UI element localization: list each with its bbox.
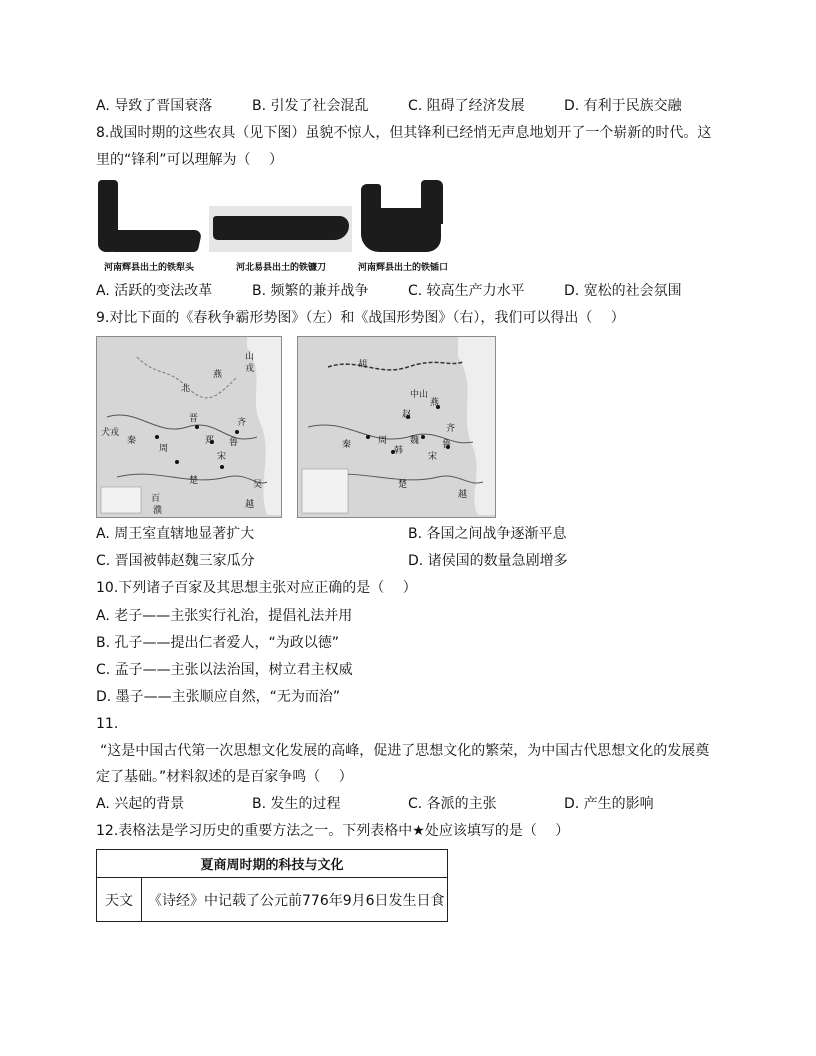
left-map-label: 郑 [205,436,215,446]
left-map-label: 秦 [127,436,137,446]
q8-option-d[interactable]: D. 宽松的社会氛围 [564,283,682,299]
left-map-label: 濮 [153,506,163,516]
q10-option-c[interactable]: C. 孟子——主张以法治国，树立君主权威 [96,662,353,678]
spring-autumn-map [96,336,282,518]
q10-option-d[interactable]: D. 墨子——主张顺应自然，“无为而治” [96,689,341,705]
right-map-label: 鲁 [442,440,452,450]
table-row-label: 天文 [97,878,142,922]
q8-stem-line1: 8.战国时期的这些农具（见下图）虽貌不惊人，但其锋利已经悄无声息地划开了一个崭新的时代。这 [96,125,712,141]
q7-option-b[interactable]: B. 引发了社会混乱 [252,98,369,114]
right-map-label: 齐 [446,424,456,434]
right-map-label: 秦 [342,440,352,450]
q9-option-d[interactable]: D. 诸侯国的数量急剧增多 [408,553,568,569]
q12-table [96,849,448,922]
q11-stem-line2: 定了基础。”材料叙述的是百家争鸣（ ） [96,769,353,785]
left-map-label: 楚 [189,476,199,486]
q9-option-a[interactable]: A. 周王室直辖地显著扩大 [96,526,255,542]
q8-option-c[interactable]: C. 较高生产力水平 [408,283,525,299]
warring-states-map [297,336,496,518]
left-map-label: 吴 [253,480,263,490]
q11-stem-line1: “这是中国古代第一次思想文化发展的高峰，促进了思想文化的繁荣，为中国古代思想文化的发展奠 [100,743,710,759]
q8-stem-line2: 里的“锋利”可以理解为（ ） [96,152,283,168]
right-map-label: 楚 [398,480,408,490]
iron-plough-image-base [100,230,203,252]
left-map-label: 晋 [189,414,199,424]
left-map-label: 戎 [245,364,255,374]
q9-option-c[interactable]: C. 晋国被韩赵魏三家瓜分 [96,553,255,569]
q10-option-b[interactable]: B. 孔子——提出仁者爱人，“为政以德” [96,635,340,651]
right-map-label: 韩 [394,446,404,456]
right-map-label: 胡 [358,360,368,370]
left-map-label: 越 [245,500,255,510]
caption-spade: 河南辉县出土的铁锸口 [358,263,449,273]
left-map-label: 周 [159,444,169,454]
caption-plough: 河南辉县出土的铁犁头 [104,263,195,273]
right-map-label: 赵 [402,410,412,420]
q11-option-c[interactable]: C. 各派的主张 [408,796,497,812]
table-row-text: 《诗经》中记载了公元前776年9月6日发生日食 [142,878,448,922]
left-map-label: 犬戎 [101,428,120,438]
q8-option-a[interactable]: A. 活跃的变法改革 [96,283,213,299]
right-map-label: 中山 [410,390,429,400]
right-map-label: 燕 [430,398,440,408]
q7-option-a[interactable]: A. 导致了晋国衰落 [96,98,213,114]
q10-option-a[interactable]: A. 老子——主张实行礼治，提倡礼法并用 [96,608,353,624]
q11-option-b[interactable]: B. 发生的过程 [252,796,341,812]
q9-stem: 9.对比下面的《春秋争霸形势图》（左）和《战国形势图》（右），我们可以得出（ ） [96,310,625,326]
right-map-label: 魏 [410,436,420,446]
right-map-label: 周 [378,436,388,446]
iron-sickle-image [209,206,352,252]
q11-number: 11. [96,716,119,732]
q7-option-d[interactable]: D. 有利于民族交融 [564,98,682,114]
q11-option-d[interactable]: D. 产生的影响 [564,796,654,812]
left-map-label: 北 [181,384,191,394]
q8-option-b[interactable]: B. 频繁的兼并战争 [252,283,369,299]
q10-stem: 10.下列诸子百家及其思想主张对应正确的是（ ） [96,580,417,596]
left-map-label: 燕 [213,370,223,380]
left-map-label: 鲁 [229,438,239,448]
q12-stem: 12.表格法是学习历史的重要方法之一。下列表格中★处应该填写的是（ ） [96,823,570,839]
left-map-label: 百 [151,494,161,504]
table-title: 夏商周时期的科技与文化 [97,850,448,878]
caption-sickle: 河北易县出土的铁镰刀 [236,263,327,273]
q7-option-c[interactable]: C. 阻碍了经济发展 [408,98,525,114]
q8-tools-figure [96,178,456,273]
left-map-label: 山 [245,352,255,362]
right-map-label: 越 [458,490,468,500]
q11-option-a[interactable]: A. 兴起的背景 [96,796,185,812]
left-map-label: 宋 [217,452,227,462]
left-map-label: 齐 [237,418,247,428]
q9-option-b[interactable]: B. 各国之间战争逐渐平息 [408,526,567,542]
right-map-label: 宋 [428,452,438,462]
